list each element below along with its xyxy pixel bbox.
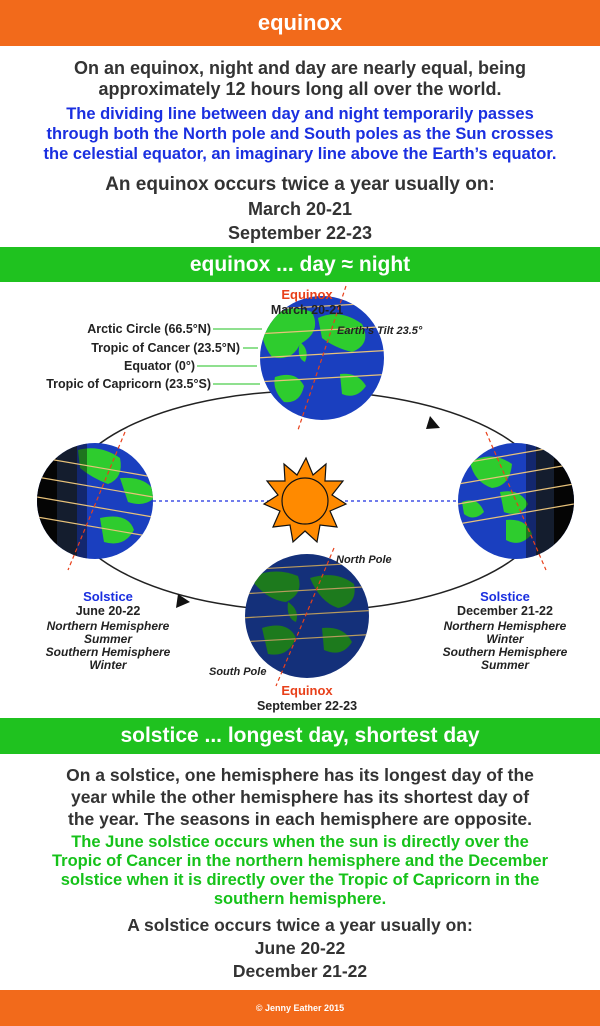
top-equinox-label: Equinox xyxy=(281,287,333,302)
solstice-occurs-text: A solstice occurs twice a year usually on: xyxy=(127,915,473,935)
equinox-definition xyxy=(0,58,600,100)
definition-line: the year. The seasons in each hemisphere are opposite. xyxy=(68,809,532,829)
right-hemisphere-line: Northern Hemisphere xyxy=(443,619,567,633)
left-hemisphere-line: Summer xyxy=(83,632,133,646)
solstice-date-june: June 20-22 xyxy=(254,938,346,958)
left-solstice-label: Solstice xyxy=(83,589,133,604)
right-solstice-date: December 21-22 xyxy=(457,604,553,618)
bottom-equinox-date: September 22-23 xyxy=(256,699,358,713)
south-pole-label: South Pole xyxy=(209,666,267,678)
equinox-occurs-text: An equinox occurs twice a year usually on: xyxy=(105,174,495,195)
left-hemisphere-line: Southern Hemisphere xyxy=(45,645,171,659)
equinox-dates xyxy=(0,173,600,245)
right-hemisphere-line: Southern Hemisphere xyxy=(442,645,568,659)
header-bar xyxy=(0,0,600,46)
earth-june-solstice-icon xyxy=(37,432,156,570)
explanation-line: through both the North pole and South poles as the Sun crosses xyxy=(46,125,554,143)
solstice-explanation xyxy=(0,833,600,909)
orbit-arrow-icon xyxy=(426,416,440,429)
explanation-line: the celestial equator, an imaginary line above the Earth’s equator. xyxy=(43,145,557,163)
north-pole-label: North Pole xyxy=(336,554,392,566)
solstice-dates xyxy=(0,914,600,983)
explanation-line: solstice when it is directly over the Tropic of Capricorn in the xyxy=(60,871,540,889)
left-hemisphere-line: Winter xyxy=(89,658,127,672)
equator-label: Equator (0°) xyxy=(124,359,195,373)
solstice-definition xyxy=(0,764,600,830)
left-solstice-date: June 20-22 xyxy=(75,604,141,618)
explanation-line: The dividing line between day and night temporarily passes xyxy=(66,105,534,123)
equinox-banner xyxy=(0,247,600,282)
left-hemisphere-line: Northern Hemisphere xyxy=(46,619,170,633)
definition-line: year while the other hemisphere has its shortest day of xyxy=(70,787,530,807)
equinox-date-september: September 22-23 xyxy=(227,223,373,243)
solstice-banner-title: solstice ... longest day, shortest day xyxy=(120,724,480,747)
equinox-date-march: March 20-21 xyxy=(247,199,353,219)
definition-line: On an equinox, night and day are nearly equal, being xyxy=(73,58,527,78)
explanation-line: Tropic of Cancer in the northern hemisphere and the December xyxy=(51,852,549,870)
tropic-capricorn-label: Tropic of Capricorn (23.5°S) xyxy=(46,377,211,391)
right-solstice-label: Solstice xyxy=(480,589,530,604)
bottom-equinox-label: Equinox xyxy=(281,683,333,698)
page-title: equinox xyxy=(257,10,343,35)
definition-line: On a solstice, one hemisphere has its longest day of the xyxy=(66,765,534,785)
footer-bar xyxy=(0,990,600,1026)
sun-icon xyxy=(264,458,346,542)
explanation-line: southern hemisphere. xyxy=(213,890,387,908)
copyright-text: © Jenny Eather 2015 xyxy=(255,1003,345,1013)
arctic-circle-label: Arctic Circle (66.5°N) xyxy=(87,322,211,336)
right-hemisphere-line: Winter xyxy=(486,632,524,646)
explanation-line: The June solstice occurs when the sun is directly over the xyxy=(71,833,529,851)
tropic-cancer-label: Tropic of Cancer (23.5°N) xyxy=(91,341,240,355)
top-equinox-date: March 20-21 xyxy=(270,303,344,317)
equinox-banner-title: equinox ... day ≈ night xyxy=(189,252,411,276)
solstice-banner xyxy=(0,718,600,754)
solstice-date-december: December 21-22 xyxy=(232,961,368,981)
earth-tilt-label: Earth’s Tilt 23.5° xyxy=(337,325,423,337)
latitude-leader-lines xyxy=(197,329,262,384)
right-hemisphere-line: Summer xyxy=(480,658,530,672)
equinox-explanation xyxy=(0,104,600,164)
earth-december-solstice-icon xyxy=(458,432,574,570)
definition-line: approximately 12 hours long all over the world. xyxy=(98,79,502,99)
orbit-diagram xyxy=(0,282,600,716)
